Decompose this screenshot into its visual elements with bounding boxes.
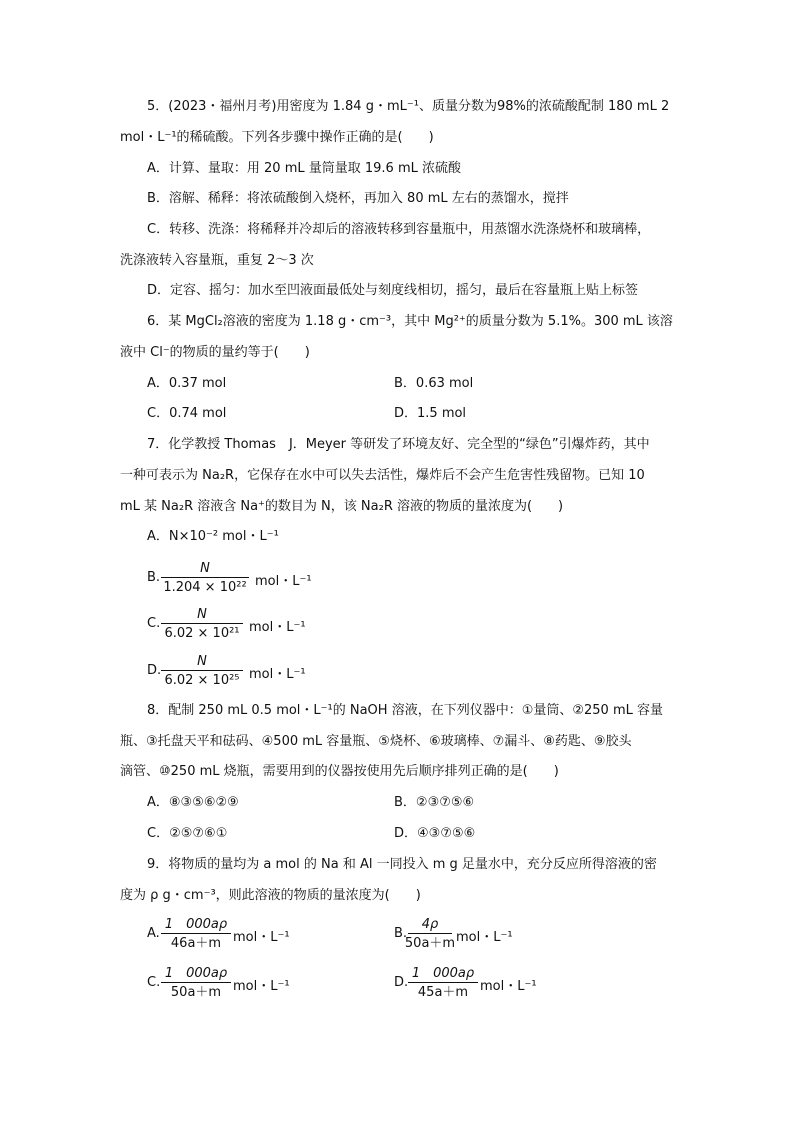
q6-stem-line1: 6．某 MgCl₂溶液的密度为 1.18 g・cm⁻³，其中 Mg²⁺的质量分数为 5.1%。300 mL 该溶	[147, 314, 673, 329]
option-letter: C.	[147, 616, 161, 631]
fraction-numerator: 1 000aρ	[164, 917, 228, 932]
fraction-denominator: 6.02 × 10²¹	[164, 626, 240, 641]
q6-option-d: D．1.5 mol	[394, 406, 467, 421]
q8-stem-line3: 滴管、⑩250 mL 烧瓶，需要用到的仪器按使用先后顺序排列正确的是( )	[120, 764, 559, 779]
q9-option-b	[394, 917, 594, 953]
q9-option-c	[147, 966, 347, 1002]
q8-option-b: B．②③⑦⑤⑥	[394, 795, 475, 810]
q8-stem-line2: 瓶、③托盘天平和砝码、④500 mL 容量瓶、⑤烧杯、⑥玻璃棒、⑦漏斗、⑧药匙、⑨胶头	[120, 734, 632, 749]
fraction-numerator: 1 000aρ	[164, 966, 228, 981]
unit-label: mol・L⁻¹	[233, 979, 290, 994]
option-letter: B.	[394, 926, 408, 941]
q6-option-a: A．0.37 mol	[147, 376, 227, 391]
q8-option-c: C．②⑤⑦⑥①	[147, 826, 228, 841]
fraction-denominator: 1.204 × 10²²	[163, 580, 247, 595]
q6-option-b: B．0.63 mol	[394, 376, 474, 391]
q6-option-c: C．0.74 mol	[147, 406, 227, 421]
q6-stem-line2: 液中 Cl⁻的物质的量约等于( )	[120, 345, 310, 360]
option-letter: D.	[394, 975, 409, 990]
q7-stem-line1: 7．化学教授 Thomas J．Meyer 等研发了环境友好、完全型的“绿色”引爆炸药，其中	[147, 437, 650, 452]
q5-stem-line1: 5．(2023・福州月考)用密度为 1.84 g・mL⁻¹、质量分数为98%的浓硫酸配制 180 mL 2	[147, 99, 670, 114]
option-letter: D.	[147, 663, 162, 678]
fraction-numerator: N	[197, 654, 207, 669]
q5-option-d: D．定容、摇匀：加水至凹液面最低处与刻度线相切，摇匀，最后在容量瓶上贴上标签	[147, 283, 639, 298]
fraction-numerator: N	[197, 607, 207, 622]
option-letter: A.	[147, 926, 160, 941]
fraction-denominator: 50a＋m	[404, 936, 456, 951]
q5-option-a: A．计算、量取：用 20 mL 量筒量取 19.6 mL 浓硫酸	[147, 161, 461, 176]
unit-label: mol・L⁻¹	[249, 667, 306, 682]
q5-option-b: B．溶解、稀释：将浓硫酸倒入烧杯，再加入 80 mL 左右的蒸馏水，搅拌	[147, 191, 569, 206]
q9-option-d	[394, 966, 594, 1002]
option-letter: C.	[147, 975, 161, 990]
unit-label: mol・L⁻¹	[456, 930, 513, 945]
q5-option-c-line1: C．转移、洗涤：将稀释并冷却后的溶液转移到容量瓶中，用蒸馏水洗涤烧杯和玻璃棒，	[147, 222, 651, 237]
q8-stem-line1: 8．配制 250 mL 0.5 mol・L⁻¹的 NaOH 溶液，在下列仪器中：①量筒、②250 mL 容量	[147, 703, 663, 718]
q9-option-a	[147, 917, 347, 953]
q9-stem-line1: 9．将物质的量均为 a mol 的 Na 和 Al 一同投入 m g 足量水中，充分反应所得溶液的密	[147, 857, 657, 872]
q7-stem-line3: mL 某 Na₂R 溶液含 Na⁺的数目为 N，该 Na₂R 溶液的物质的量浓度为( )	[120, 499, 564, 514]
fraction-denominator: 6.02 × 10²⁵	[164, 673, 240, 688]
q8-option-d: D．④③⑦⑤⑥	[394, 826, 476, 841]
q7-option-d	[147, 654, 347, 690]
option-letter: B.	[147, 570, 161, 585]
q5-option-c-line2: 洗涤液转入容量瓶，重复 2～3 次	[120, 253, 314, 268]
fraction-numerator: 1 000aρ	[411, 966, 475, 981]
fraction-denominator: 46a＋m	[170, 936, 222, 951]
fraction-denominator: 50a＋m	[170, 985, 222, 1000]
q5-stem-line2: mol・L⁻¹的稀硫酸。下列各步骤中操作正确的是( )	[120, 130, 434, 145]
q7-option-b	[147, 561, 347, 597]
q9-stem-line2: 度为 ρ g・cm⁻³，则此溶液的物质的量浓度为( )	[120, 888, 421, 903]
unit-label: mol・L⁻¹	[233, 930, 290, 945]
fraction-numerator: N	[200, 561, 210, 576]
fraction-numerator: 4ρ	[421, 917, 439, 932]
q7-option-c	[147, 607, 347, 643]
q7-option-a: A．N×10⁻² mol・L⁻¹	[147, 529, 279, 544]
unit-label: mol・L⁻¹	[249, 620, 306, 635]
q8-option-a: A．⑧③⑤⑥②⑨	[147, 795, 239, 810]
fraction-denominator: 45a＋m	[417, 985, 469, 1000]
unit-label: mol・L⁻¹	[480, 979, 537, 994]
unit-label: mol・L⁻¹	[255, 574, 312, 589]
q7-stem-line2: 一种可表示为 Na₂R，它保存在水中可以失去活性，爆炸后不会产生危害性残留物。已知 10	[120, 468, 645, 483]
